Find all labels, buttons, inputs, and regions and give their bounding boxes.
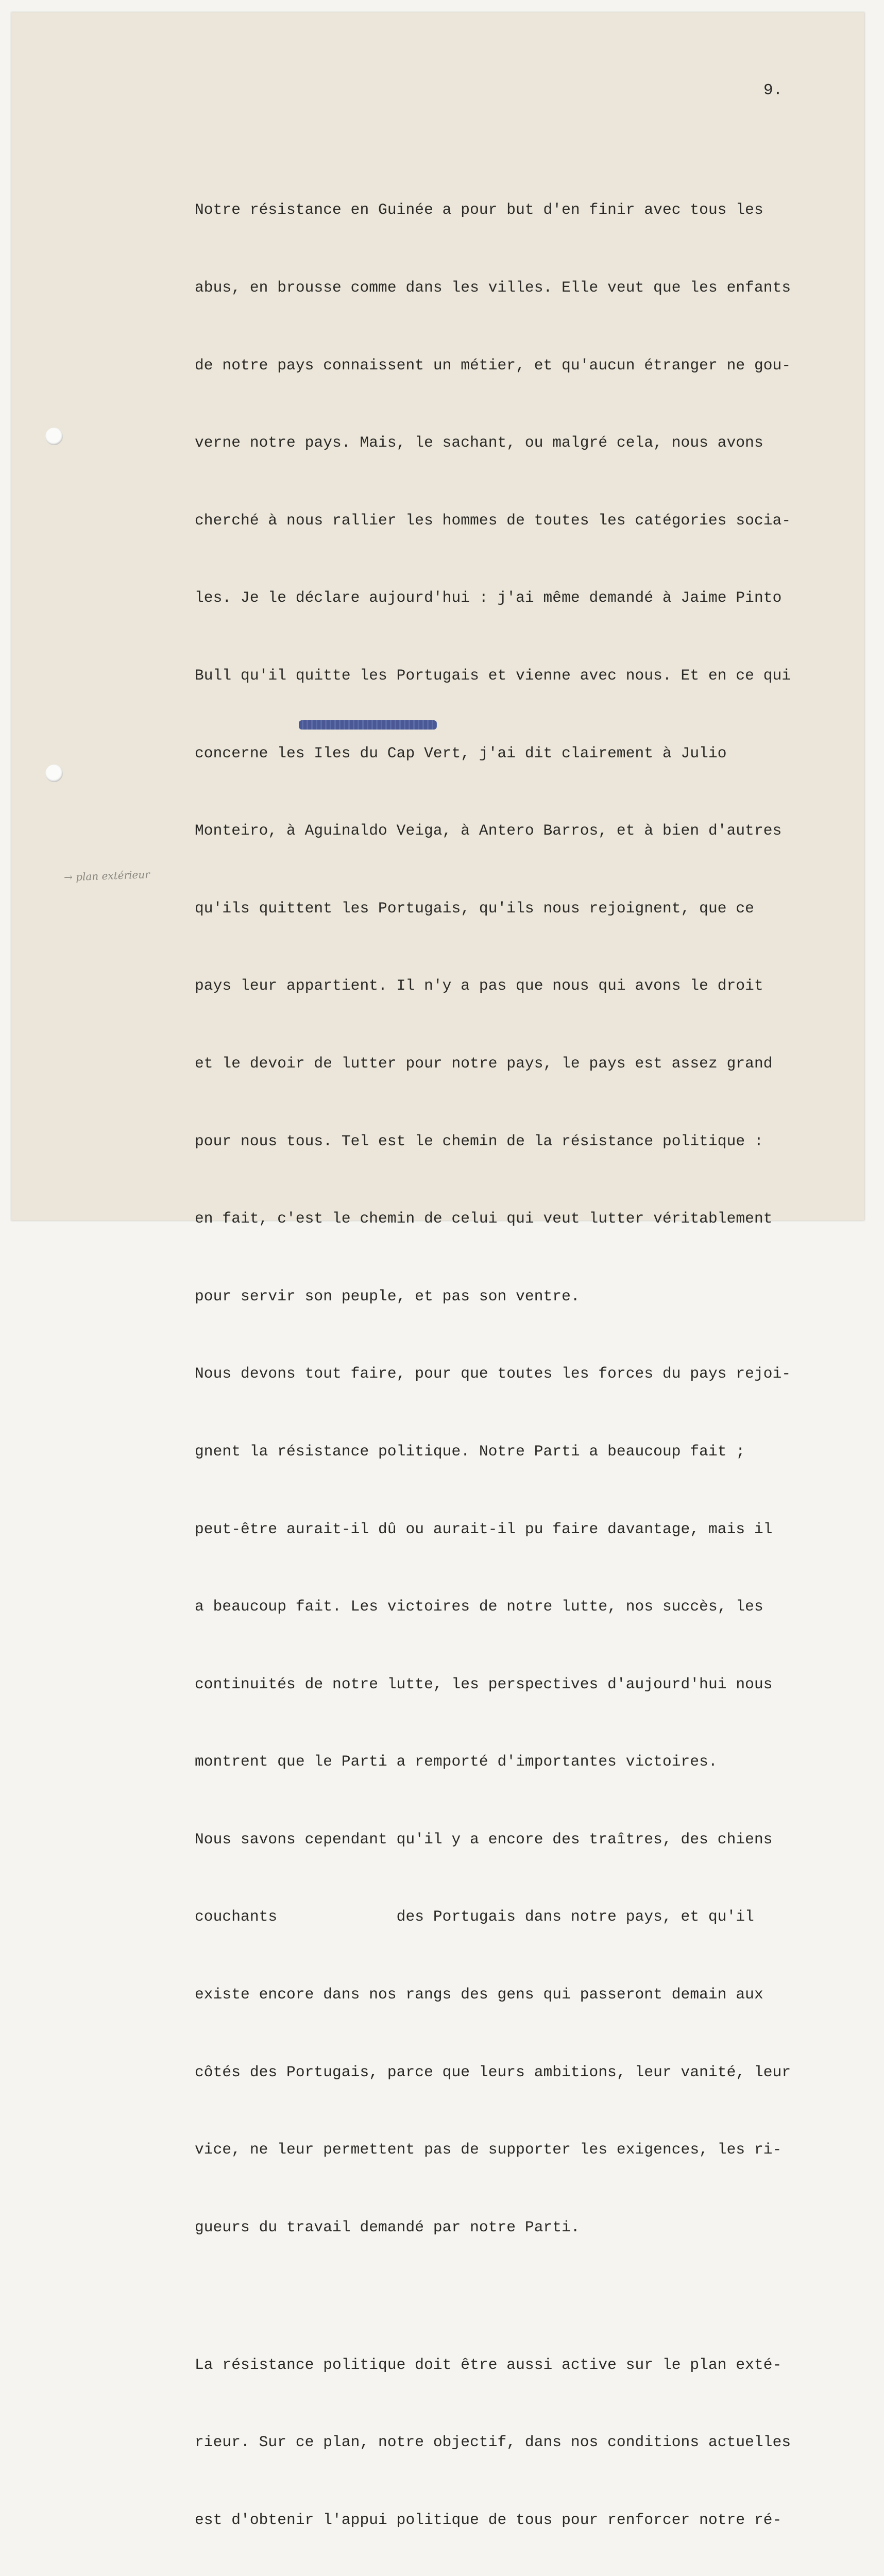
text-line: côtés des Portugais, parce que leurs ambitions, leur vanité, leur <box>195 2063 791 2081</box>
body-text <box>195 145 864 2576</box>
punch-hole-top <box>45 428 63 445</box>
text-line: peut-être aurait-il dû ou aurait-il pu faire davantage, mais il <box>195 1520 773 1538</box>
text-line: Nous savons cependant qu'il y a encore des traîtres, des chiens <box>195 1830 773 1848</box>
paragraph-1 <box>195 145 864 2292</box>
text-line: pour nous tous. Tel est le chemin de la résistance politique : <box>195 1132 763 1150</box>
text-line: Bull qu'il quitte les Portugais et vienne avec nous. Et en ce qui <box>195 666 791 684</box>
text-line: Notre résistance en Guinée a pour but d'en finir avec tous les <box>195 201 763 219</box>
punch-hole-bottom <box>45 765 63 782</box>
text-line: pour servir son peuple, et pas son ventre. <box>195 1287 580 1305</box>
text-line: existe encore dans nos rangs des gens qui passeront demain aux <box>195 1986 763 2004</box>
text-line: montrent que le Parti a remporté d'importantes victoires. <box>195 1753 718 1771</box>
text-line: qu'ils quittent les Portugais, qu'ils nous rejoignent, que ce <box>195 899 754 917</box>
text-line: les. Je le déclare aujourd'hui : j'ai même demandé à Jaime Pinto <box>195 589 782 607</box>
text-line: abus, en brousse comme dans les villes. Elle veut que les enfants <box>195 279 791 296</box>
text-line: vice, ne leur permettent pas de supporter les exigences, les ri- <box>195 2141 782 2159</box>
text-line: en fait, c'est le chemin de celui qui veut lutter véritablement <box>195 1210 773 1228</box>
text-line: rieur. Sur ce plan, notre objectif, dans nos conditions actuelles <box>195 2433 791 2451</box>
text-line: Nous devons tout faire, pour que toutes les forces du pays rejoi- <box>195 1365 791 1383</box>
text-line: continuités de notre lutte, les perspectives d'aujourd'hui nous <box>195 1675 773 1693</box>
text-line: Monteiro, à Aguinaldo Veiga, à Antero Barros, et à bien d'autres <box>195 822 782 840</box>
margin-annotation: → plan extérieur <box>63 868 150 884</box>
text-line: gueurs du travail demandé par notre Parti. <box>195 2218 580 2236</box>
paragraph-gap <box>195 2292 864 2300</box>
paragraph-2 <box>195 2300 864 2576</box>
text-line: et le devoir de lutter pour notre pays, le pays est assez grand <box>195 1054 773 1072</box>
text-line: La résistance politique doit être aussi active sur le plan exté- <box>195 2355 782 2374</box>
text-line: pays leur appartient. Il n'y a pas que nous qui avons le droit <box>195 977 763 995</box>
page-number: 9. <box>763 81 783 99</box>
text-line: a beaucoup fait. Les victoires de notre lutte, nos succès, les <box>195 1598 763 1616</box>
text-line: est d'obtenir l'appui politique de tous pour renforcer notre ré- <box>195 2511 782 2529</box>
text-line: concerne les Iles du Cap Vert, j'ai dit clairement à Julio <box>195 744 727 762</box>
text-line: cherché à nous rallier les hommes de toutes les catégories socia- <box>195 511 791 529</box>
text-line: couchants des Portugais dans notre pays, et qu'il <box>195 1908 754 1926</box>
text-line: de notre pays connaissent un métier, et qu'aucun étranger ne gou- <box>195 356 791 374</box>
text-line: verne notre pays. Mais, le sachant, ou malgré cela, nous avons <box>195 434 763 452</box>
text-line: gnent la résistance politique. Notre Parti a beaucoup fait ; <box>195 1442 745 1460</box>
